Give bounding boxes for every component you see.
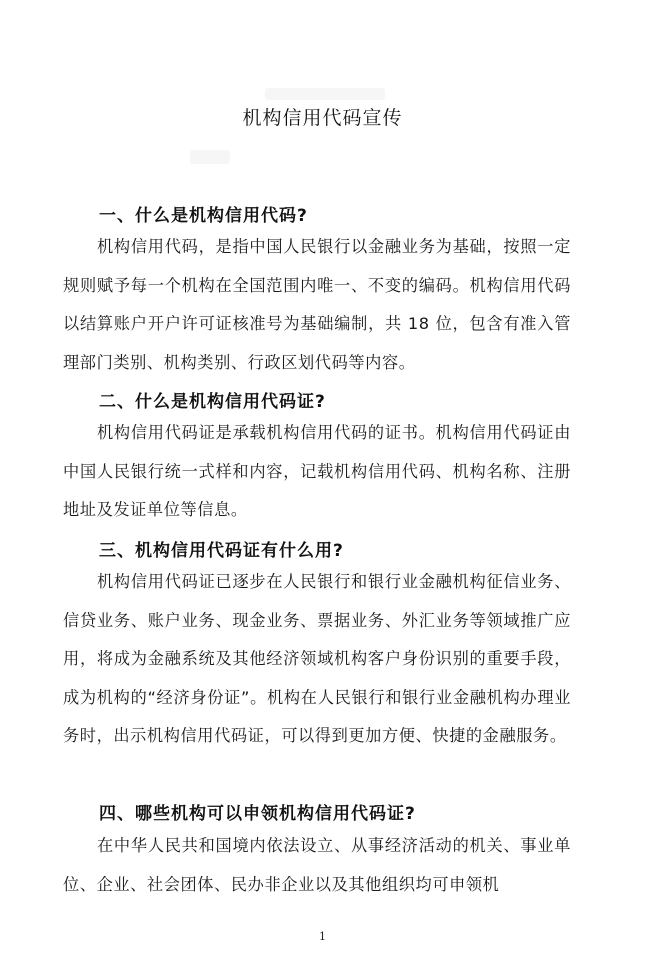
scan-artifact <box>265 88 385 100</box>
section-1-heading: 一、什么是机构信用代码? <box>99 206 308 226</box>
section-2-body: 机构信用代码证是承载机构信用代码的证书。机构信用代码证由中国人民银行统一式样和内容，记载机构信用代码、机构名称、注册地址及发证单位等信息。 <box>63 423 571 520</box>
section-1-body: 机构信用代码，是指中国人民银行以金融业务为基础，按照一定规则赋予每一个机构在全国范围内唯一、不变的编码。机构信用代码以结算账户开户许可证核准号为基础编制，共 18 位，包含有准入管理部门类别、机构类别、行政区划代码等内容。 <box>63 237 571 372</box>
section-3-body: 机构信用代码证已逐步在人民银行和银行业金融机构征信业务、信贷业务、账户业务、现金业务、票据业务、外汇业务等领域推广应用，将成为金融系统及其他经济领域机构客户身份识别的重要手段，成为机构的“经济身份证”。机构在人民银行和银行业金融机构办理业务时，出示机构信用代码证，可以得到更加方便、快捷的金融服务。 <box>63 572 571 746</box>
section-4-body: 在中华人民共和国境内依法设立、从事经济活动的机关、事业单位、企业、社会团体、民办非企业以及其他组织均可申领机 <box>63 836 571 894</box>
section-3-heading: 三、机构信用代码证有什么用? <box>99 541 344 561</box>
scan-artifact <box>190 150 230 164</box>
section-4-heading: 四、哪些机构可以申领机构信用代码证? <box>99 804 416 824</box>
document-title: 机构信用代码宣传 <box>242 107 403 129</box>
page-number: 1 <box>319 930 326 943</box>
section-2-heading: 二、什么是机构信用代码证? <box>99 392 326 412</box>
